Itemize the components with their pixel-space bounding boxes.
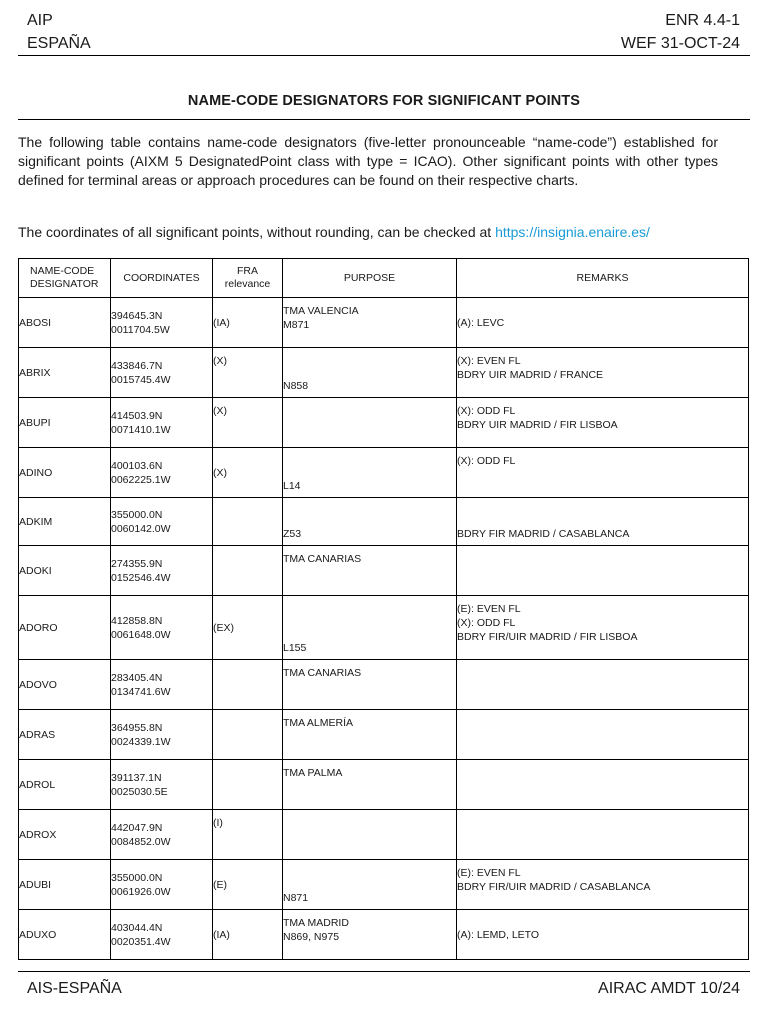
latitude: 355000.0N xyxy=(111,871,163,884)
purpose-cell xyxy=(283,910,457,960)
purpose-cell xyxy=(283,810,457,860)
name-code: ADUXO xyxy=(19,928,57,941)
fra-relevance-cell xyxy=(213,710,283,760)
table-row xyxy=(19,860,749,910)
purpose-line: N871 xyxy=(283,892,309,904)
coordinates-cell xyxy=(111,596,213,660)
name-code-cell xyxy=(19,660,111,710)
fra-relevance-cell xyxy=(213,448,283,498)
latitude: 433846.7N xyxy=(111,359,163,372)
coordinates-cell xyxy=(111,660,213,710)
latitude: 283405.4N xyxy=(111,671,163,684)
coordinates-cell xyxy=(111,710,213,760)
longitude: 0011704.5W xyxy=(111,323,170,336)
latitude: 355000.0N xyxy=(111,508,163,521)
table-body xyxy=(19,298,749,960)
header-right xyxy=(621,9,740,55)
table-row xyxy=(19,596,749,660)
table-row xyxy=(19,910,749,960)
name-code-cell xyxy=(19,546,111,596)
remarks-cell xyxy=(457,498,749,546)
table-row xyxy=(19,398,749,448)
purpose-cell xyxy=(283,660,457,710)
longitude: 0015745.4W xyxy=(111,373,171,386)
name-code: ADKIM xyxy=(19,515,53,528)
remarks-cell xyxy=(457,910,749,960)
remarks-line: (A): LEVC xyxy=(457,316,505,329)
fra-relevance-cell xyxy=(213,810,283,860)
remarks-cell xyxy=(457,298,749,348)
remarks-cell xyxy=(457,348,749,398)
latitude: 400103.6N xyxy=(111,459,163,472)
remarks-cell xyxy=(457,546,749,596)
coordinates-cell xyxy=(111,448,213,498)
footer-divider xyxy=(18,971,750,972)
table-row xyxy=(19,810,749,860)
name-code: ADOVO xyxy=(19,678,57,691)
name-code-cell xyxy=(19,298,111,348)
fra-relevance: (X) xyxy=(213,405,227,417)
remarks-line: BDRY FIR/UIR MADRID / FIR LISBOA xyxy=(457,631,638,643)
purpose-line: TMA CANARIAS xyxy=(283,667,362,679)
name-code: ADUBI xyxy=(19,878,52,891)
coordinates-note-text: The coordinates of all significant points, without rounding, can be checked at xyxy=(18,224,496,240)
footer-amendment: AIRAC AMDT 10/24 xyxy=(598,980,740,997)
page-title: NAME-CODE DESIGNATORS FOR SIGNIFICANT POINTS xyxy=(187,93,581,109)
remarks-line: (X): ODD FL xyxy=(457,405,516,417)
fra-relevance: (I) xyxy=(213,817,223,829)
longitude: 0025030.5E xyxy=(111,785,168,798)
purpose-line: Z53 xyxy=(283,528,302,540)
longitude: 0084852.0W xyxy=(111,835,171,848)
name-code: ABUPI xyxy=(19,416,51,429)
name-code-cell xyxy=(19,810,111,860)
table-row xyxy=(19,348,749,398)
longitude: 0061648.0W xyxy=(111,628,171,641)
name-code: ADRAS xyxy=(19,728,56,741)
latitude: 364955.8N xyxy=(111,721,163,734)
name-code-cell xyxy=(19,860,111,910)
header-remarks: REMARKS xyxy=(457,259,749,298)
remarks-line: (E): EVEN FL xyxy=(457,867,521,879)
coordinates-cell xyxy=(111,810,213,860)
table-row xyxy=(19,660,749,710)
purpose-cell xyxy=(283,760,457,810)
header-fra-relevance: FRA relevance xyxy=(213,259,283,298)
purpose-cell xyxy=(283,348,457,398)
name-code-cell xyxy=(19,348,111,398)
significant-points-table xyxy=(18,258,749,960)
remarks-cell xyxy=(457,760,749,810)
table-row xyxy=(19,298,749,348)
fra-relevance: (IA) xyxy=(213,928,230,941)
coordinates-note xyxy=(18,223,738,242)
purpose-line: N858 xyxy=(283,380,309,392)
fra-relevance: (E) xyxy=(213,878,227,891)
coordinates-cell xyxy=(111,348,213,398)
longitude: 0152546.4W xyxy=(111,571,171,584)
header-section-id: ENR 4.4-1 xyxy=(665,12,740,29)
coordinates-cell xyxy=(111,760,213,810)
latitude: 442047.9N xyxy=(111,821,163,834)
purpose-line: TMA MADRID xyxy=(283,917,349,929)
insignia-link[interactable]: https://insignia.enaire.es/ xyxy=(495,224,650,240)
title-divider xyxy=(18,119,750,120)
table-row xyxy=(19,448,749,498)
remarks-cell xyxy=(457,398,749,448)
table-row xyxy=(19,760,749,810)
remarks-line: BDRY UIR MADRID / FRANCE xyxy=(457,369,604,381)
name-code-cell xyxy=(19,596,111,660)
fra-relevance: (X) xyxy=(213,466,227,479)
purpose-cell xyxy=(283,546,457,596)
longitude: 0061926.0W xyxy=(111,885,171,898)
purpose-cell xyxy=(283,710,457,760)
purpose-cell xyxy=(283,498,457,546)
remarks-line: (A): LEMD, LETO xyxy=(457,928,540,941)
fra-relevance: (EX) xyxy=(213,621,234,634)
header-country: ESPAÑA xyxy=(27,35,91,52)
name-code: ADROX xyxy=(19,828,57,841)
coordinates-cell xyxy=(111,498,213,546)
purpose-line: L155 xyxy=(283,642,307,654)
name-code: ADROL xyxy=(19,778,56,791)
remarks-cell xyxy=(457,448,749,498)
purpose-cell xyxy=(283,398,457,448)
fra-relevance-cell xyxy=(213,596,283,660)
remarks-line: BDRY UIR MADRID / FIR LISBOA xyxy=(457,419,618,431)
latitude: 412858.8N xyxy=(111,614,163,627)
latitude: 274355.9N xyxy=(111,557,163,570)
fra-relevance-cell xyxy=(213,398,283,448)
purpose-line: TMA CANARIAS xyxy=(283,553,362,565)
name-code: ADOKI xyxy=(19,564,52,577)
fra-relevance-cell xyxy=(213,298,283,348)
purpose-line: TMA PALMA xyxy=(283,767,343,779)
coordinates-cell xyxy=(111,298,213,348)
purpose-line: L14 xyxy=(283,480,301,492)
name-code-cell xyxy=(19,448,111,498)
coordinates-cell xyxy=(111,910,213,960)
table-row xyxy=(19,710,749,760)
purpose-cell xyxy=(283,860,457,910)
latitude: 394645.3N xyxy=(111,309,163,322)
purpose-line: N869, N975 xyxy=(283,931,340,943)
remarks-cell xyxy=(457,596,749,660)
purpose-line: TMA ALMERÍA xyxy=(283,717,354,729)
remarks-cell xyxy=(457,860,749,910)
name-code-cell xyxy=(19,498,111,546)
name-code: ABOSI xyxy=(19,316,52,329)
purpose-line: TMA VALENCIA xyxy=(283,305,359,317)
remarks-line: BDRY FIR MADRID / CASABLANCA xyxy=(457,528,630,540)
purpose-cell xyxy=(283,298,457,348)
remarks-line: (E): EVEN FL xyxy=(457,603,521,615)
header-name-code: NAME-CODE DESIGNATOR xyxy=(19,259,111,298)
fra-relevance-cell xyxy=(213,348,283,398)
purpose-cell xyxy=(283,448,457,498)
table-row xyxy=(19,546,749,596)
header-effective-date: WEF 31-OCT-24 xyxy=(620,35,740,52)
longitude: 0071410.1W xyxy=(111,423,171,436)
header-coordinates: COORDINATES xyxy=(111,259,213,298)
table-row xyxy=(19,498,749,546)
remarks-cell xyxy=(457,660,749,710)
header-left xyxy=(27,9,91,55)
fra-relevance-cell xyxy=(213,910,283,960)
fra-relevance-cell xyxy=(213,660,283,710)
purpose-cell xyxy=(283,596,457,660)
remarks-line: BDRY FIR/UIR MADRID / CASABLANCA xyxy=(457,881,651,893)
fra-relevance-cell xyxy=(213,860,283,910)
name-code-cell xyxy=(19,710,111,760)
table-header-row xyxy=(19,259,749,298)
longitude: 0020351.4W xyxy=(111,935,171,948)
name-code: ABRIX xyxy=(19,366,51,379)
remarks-line: (X): ODD FL xyxy=(457,617,516,629)
latitude: 391137.1N xyxy=(111,771,162,784)
remarks-line: (X): EVEN FL xyxy=(457,355,521,367)
name-code: ADINO xyxy=(19,466,53,479)
coordinates-cell xyxy=(111,860,213,910)
name-code-cell xyxy=(19,398,111,448)
remarks-cell xyxy=(457,810,749,860)
longitude: 0062225.1W xyxy=(111,473,171,486)
longitude: 0134741.6W xyxy=(111,685,171,698)
name-code-cell xyxy=(19,910,111,960)
coordinates-cell xyxy=(111,546,213,596)
purpose-line: M871 xyxy=(283,319,310,331)
header-aip: AIP xyxy=(27,12,53,29)
remarks-cell xyxy=(457,710,749,760)
longitude: 0060142.0W xyxy=(111,522,171,535)
longitude: 0024339.1W xyxy=(111,735,171,748)
fra-relevance: (IA) xyxy=(213,316,230,329)
remarks-line: (X): ODD FL xyxy=(457,455,516,467)
header-divider xyxy=(18,55,750,56)
header-purpose: PURPOSE xyxy=(283,259,457,298)
name-code: ADORO xyxy=(19,621,58,634)
latitude: 403044.4N xyxy=(111,921,163,934)
fra-relevance-cell xyxy=(213,498,283,546)
latitude: 414503.9N xyxy=(111,409,163,422)
fra-relevance: (X) xyxy=(213,355,227,367)
fra-relevance-cell xyxy=(213,760,283,810)
coordinates-cell xyxy=(111,398,213,448)
fra-relevance-cell xyxy=(213,546,283,596)
name-code-cell xyxy=(19,760,111,810)
footer-publisher: AIS-ESPAÑA xyxy=(27,980,122,997)
intro-paragraph: The following table contains name-code designators (five-letter pronounceable “name-code”) established for significant points (AIXM 5 DesignatedPoint class with type = ICAO). Other significant points with other types defined for terminal areas or approach procedures can be found on their respective charts. xyxy=(18,134,718,188)
